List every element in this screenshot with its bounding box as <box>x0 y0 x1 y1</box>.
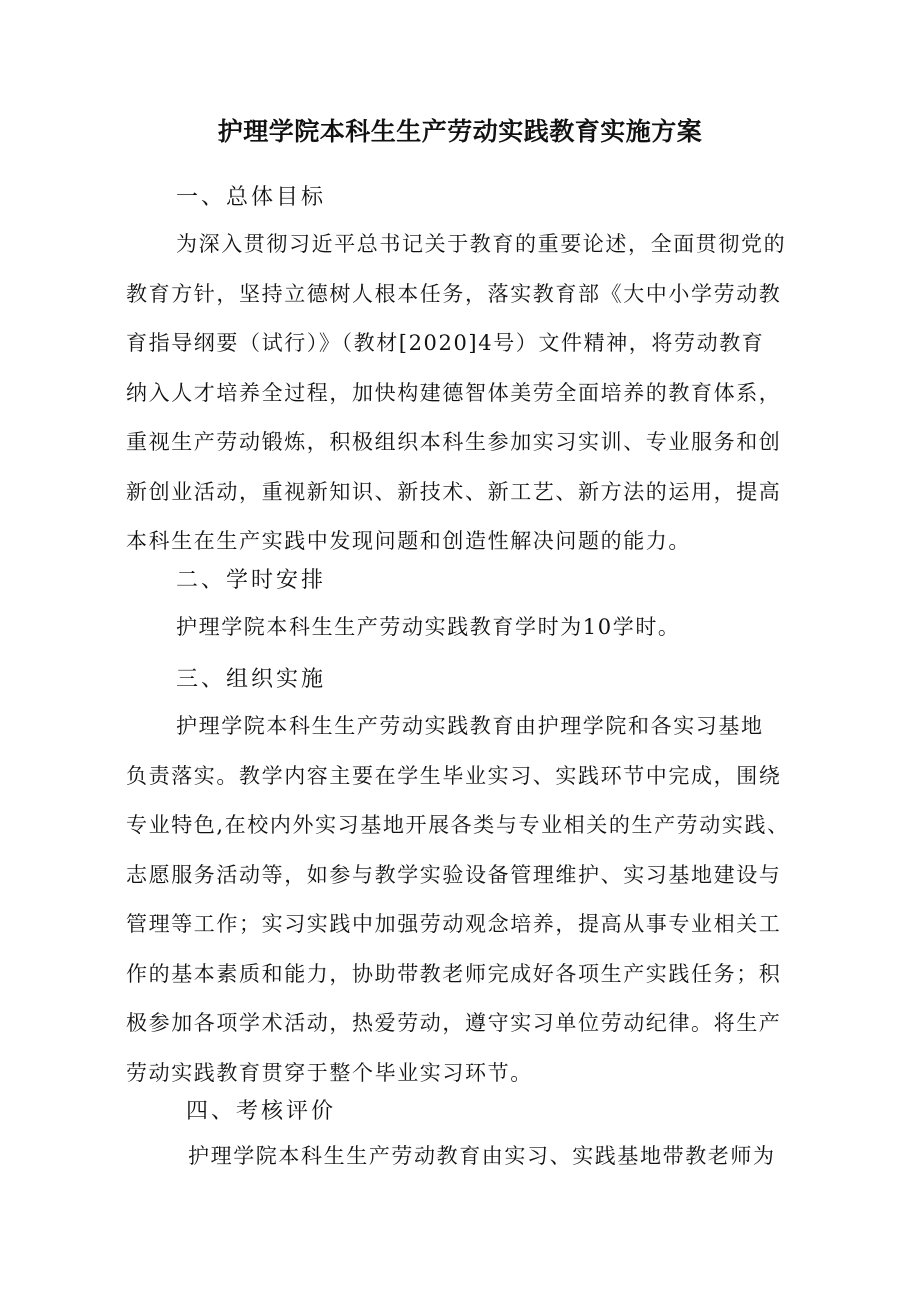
section-heading-3: 三、组织实施 <box>176 667 327 692</box>
paragraph-line: 作的基本素质和能力，协助带教老师完成好各项生产实践任务；积 <box>126 961 782 986</box>
paragraph-line: 教育方针，坚持立德树人根本任务，落实教育部《大中小学劳动教 <box>126 281 782 306</box>
paragraph-line: 护理学院本科生生产劳动实践教育学时为10学时。 <box>176 615 681 639</box>
section-heading-2: 二、学时安排 <box>176 568 327 593</box>
paragraph-line: 负责落实。教学内容主要在学生毕业实习、实践环节中完成，围绕 <box>126 763 782 788</box>
paragraph-line: 极参加各项学术活动，热爱劳动，遵守实习单位劳动纪律。将生产 <box>126 1011 782 1035</box>
paragraph-line: 管理等工作；实习实践中加强劳动观念培养，提高从事专业相关工 <box>126 912 782 936</box>
section-1-paragraph <box>126 220 806 567</box>
paragraph-line: 重视生产劳动锻炼，积极组织本科生参加实习实训、专业服务和创 <box>126 430 782 454</box>
section-heading-1: 一、总体目标 <box>176 185 327 210</box>
paragraph-line: 护理学院本科生生产劳动教育由实习、实践基地带教老师为 <box>188 1144 776 1168</box>
paragraph-line: 新创业活动，重视新知识、新技术、新工艺、新方法的运用，提高 <box>126 479 782 504</box>
paragraph-line: 本科生在生产实践中发现问题和创造性解决问题的能力。 <box>126 529 691 553</box>
paragraph-line: 纳入人才培养全过程，加快构建德智体美劳全面培养的教育体系， <box>126 380 782 405</box>
paragraph-line: 专业特色,在校内外实习基地开展各类与专业相关的生产劳动实践、 <box>126 813 790 837</box>
paragraph-line: 志愿服务活动等，如参与教学实验设备管理维护、实习基地建设与 <box>126 862 782 887</box>
section-4-paragraph <box>138 1132 806 1182</box>
section-3-paragraph <box>126 702 806 1098</box>
document-title: 护理学院本科生生产劳动实践教育实施方案 <box>217 117 703 146</box>
section-2-paragraph <box>126 603 806 653</box>
paragraph-line: 为深入贯彻习近平总书记关于教育的重要论述，全面贯彻党的 <box>176 232 787 256</box>
section-heading-4: 四、考核评价 <box>186 1099 337 1124</box>
paragraph-line: 育指导纲要（试行）》（教材[2020]4号）文件精神，将劳动教育 <box>126 331 765 355</box>
paragraph-line: 护理学院本科生生产劳动实践教育由护理学院和各实习基地 <box>176 714 764 738</box>
paragraph-line: 劳动实践教育贯穿于整个毕业实习环节。 <box>126 1060 533 1085</box>
